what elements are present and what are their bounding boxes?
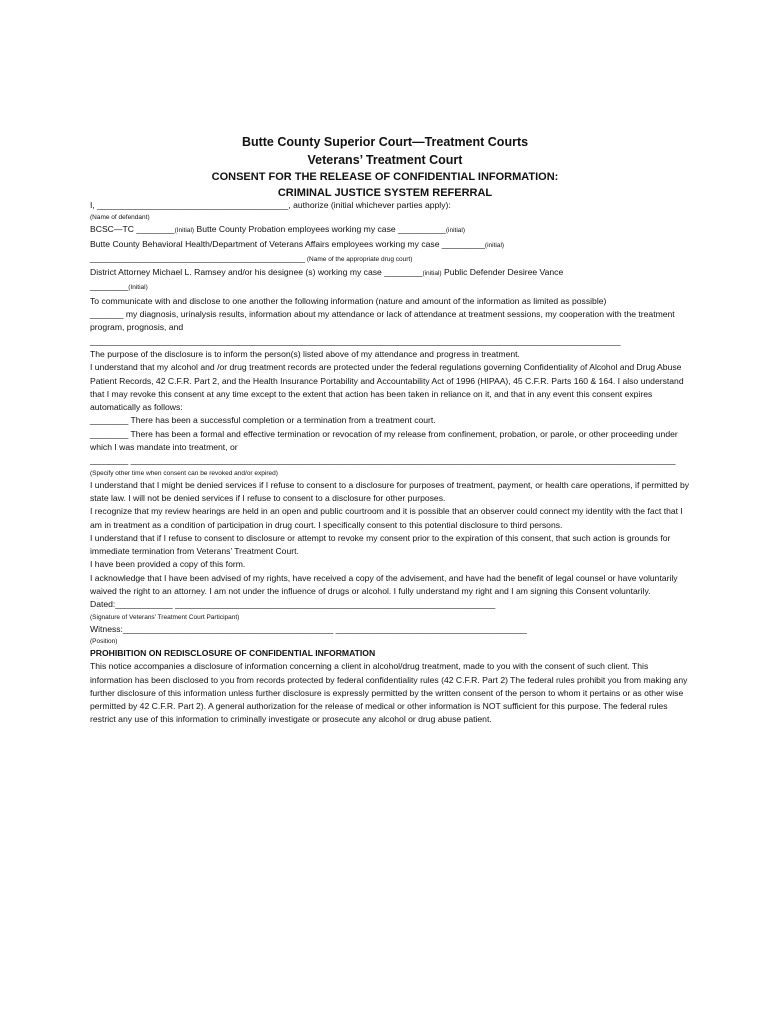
- authorize-line: I, ________________________________________, authorize (initial whichever parties apply):: [90, 200, 451, 210]
- diagnosis-paragraph: _______ my diagnosis, urinalysis results, information about my attendance or lack of attendance at treatment sessions, my cooperation with the treatment program, prognosis, and: [90, 309, 675, 333]
- regulations-paragraph: I understand that my alcohol and /or drug treatment records are protected under the federal regulations governing Confidentiality of Alcohol and Drug Abuse Patient Records, 42 C.F.R. Part 2, and the Health Insurance Portability and Accountability Act of 1996 (HIPAA), 45 C.F.R. Parts 160 & 164. I also understand that I may revoke this consent at any time except to the extent that action has been taken in reliance on it, and that in any event this consent expires automatically as follows:: [90, 362, 684, 413]
- expiry-option-1: ________ There has been a successful completion or a termination from a treatment court.: [90, 415, 436, 426]
- acknowledge-paragraph: I acknowledge that I have been advised of my rights, have received a copy of the advisement, and have had the benefit of legal counsel or have voluntarily waived the right to an attorney. I am not under the influence of drugs or alcohol. I fully understand my right and I am signing this Consent voluntarily.: [90, 572, 678, 597]
- dated-signature-line: Dated:____________ ___________________________________________________________________: [90, 599, 496, 610]
- public-defender-initial-line: [90, 280, 690, 294]
- defendant-label: (Name of defendant): [90, 214, 150, 222]
- consent-heading: CONSENT FOR THE RELEASE OF CONFIDENTIAL INFORMATION:: [211, 171, 559, 183]
- public-defender-blank: ________: [90, 281, 129, 292]
- purpose-paragraph: The purpose of the disclosure is to inform the person(s) listed above of my attendance and progress in treatment.: [90, 348, 520, 359]
- court-subtitle: Veterans’ Treatment Court: [307, 153, 463, 167]
- information-blank-line: _______________________________________________________________________________________________________________: [90, 335, 621, 346]
- revocation-paragraph: I understand that if I refuse to consent to disclosure or attempt to revoke my consent prior to the expiration of this consent, that such action is grounds for immediate termination from Veterans’ Treatment Court.: [90, 532, 671, 557]
- document-header: [0, 133, 770, 201]
- district-attorney-text: District Attorney Michael L. Ramsey and/or his designee (s) working my case ________: [90, 267, 423, 278]
- behavioral-health-initial-label: (initial): [484, 241, 505, 249]
- behavioral-health-line: [90, 238, 690, 252]
- witness-line: Witness:____________________________________________ ________________________________________: [90, 623, 527, 634]
- expiry-option-3: ________ __________________________________________________________________________________________________________________: [90, 455, 676, 466]
- behavioral-health-text: Butte County Behavioral Health/Department of Veterans Affairs employees working my case _________: [90, 238, 485, 249]
- drug-court-blank: _____________________________________________: [90, 252, 306, 263]
- expiry-option-2: ________ There has been a formal and effective termination or revocation of my release from confinement, probation, or parole, or other proceeding under which I was mandate into treatment, or: [90, 428, 678, 453]
- bcsc-initial-label: (Initial): [174, 227, 195, 235]
- signature-label: (Signature of Veterans’ Treatment Court Participant): [90, 613, 240, 621]
- specify-label: (Specify other time when consent can be revoked and/or expired): [90, 469, 278, 477]
- bcsc-text: BCSC—TC ________: [90, 224, 175, 235]
- probation-initial-label: (initial): [445, 227, 465, 235]
- referral-heading: CRIMINAL JUSTICE SYSTEM REFERRAL: [277, 187, 493, 199]
- public-defender-text: Public Defender Desiree Vance: [441, 267, 564, 278]
- probation-text: Butte County Probation employees working my case __________: [194, 224, 446, 235]
- public-defender-initial-label: (Initial): [128, 284, 148, 292]
- copy-paragraph: I have been provided a copy of this form.: [90, 559, 246, 570]
- document-body: [90, 199, 690, 727]
- district-attorney-line: [90, 266, 690, 280]
- district-attorney-initial-label: (initial): [422, 270, 442, 278]
- position-label: (Position): [90, 637, 118, 645]
- prohibition-paragraph: This notice accompanies a disclosure of information concerning a client in alcohol/drug treatment, made to you with the consent of such client. This information has been disclosed to you from records protected by federal confidentiality rules (42 C.F.R. Part 2) The federal rules prohibit you from making any further disclosure of this information unless further disclosure is expressly permitted by the written consent of the person to whom it pertains or as other wise permitted by 42 C.F.R. Part 2). A general authorization for the release of medical or other information is NOT sufficient for this purpose. The federal rules restrict any use of this information to criminally investigate or prosecute any alcohol or drug abuse patient.: [90, 661, 688, 725]
- public-hearing-paragraph: I recognize that my review hearings are held in an open and public courtroom and it is possible that an observer could connect my identity with the fact that I am in treatment as a condition of participation in drug court. I specifically consent to this potential disclosure to third persons.: [90, 506, 683, 530]
- prohibition-title: PROHIBITION ON REDISCLOSURE OF CONFIDENTIAL INFORMATION: [90, 647, 376, 658]
- drug-court-label: (Name of the appropriate drug court): [305, 255, 413, 263]
- communicate-paragraph: To communicate with and disclose to one another the following information (nature and amount of the information as limited as possible): [90, 295, 607, 306]
- drug-court-line: [90, 252, 690, 266]
- court-title: Butte County Superior Court—Treatment Courts: [241, 135, 529, 149]
- probation-line: [90, 223, 690, 237]
- denied-services-paragraph: I understand that I might be denied services if I refuse to consent to a disclosure for purposes of treatment, payment, or health care operations, if permitted by state law. I will not be denied services if I refuse to consent to a disclosure for other purposes.: [90, 479, 690, 503]
